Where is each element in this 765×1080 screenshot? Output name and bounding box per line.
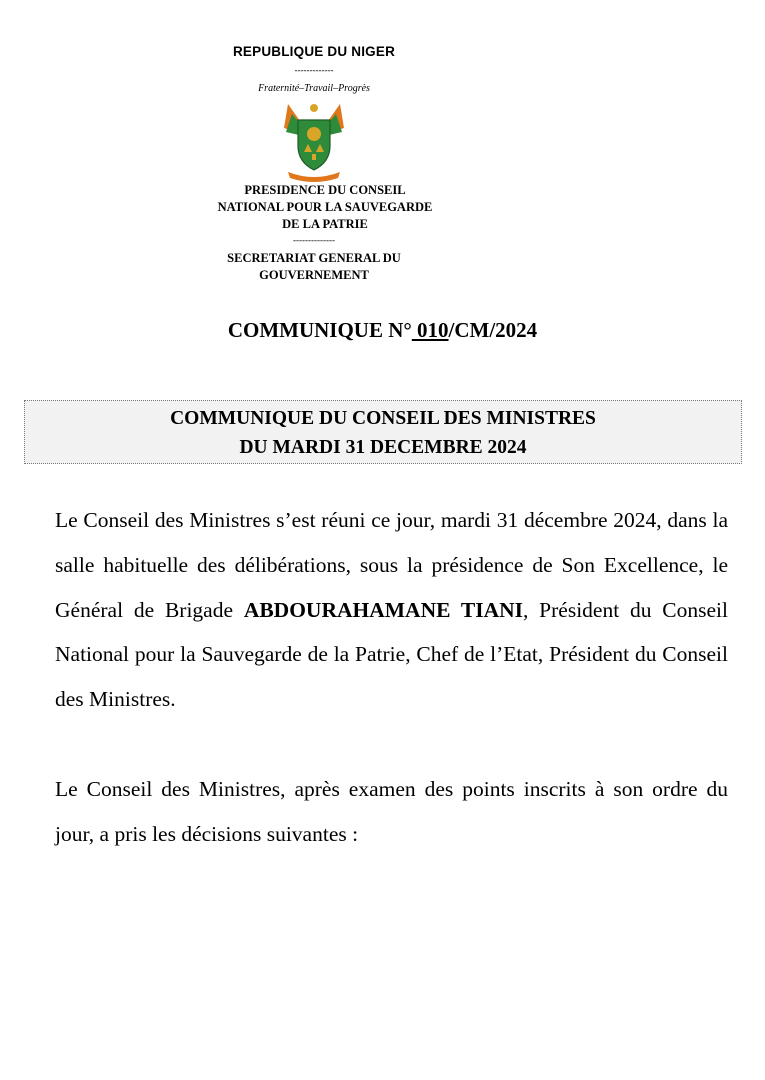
institution-line-3: DE LA PATRIE bbox=[282, 217, 368, 231]
document-title-box bbox=[24, 400, 742, 464]
document-body bbox=[55, 498, 728, 857]
separator: ------------- bbox=[294, 65, 334, 75]
country-name: REPUBLIQUE DU NIGER bbox=[232, 44, 396, 59]
niger-coat-of-arms-icon bbox=[278, 98, 350, 184]
paragraph-2: Le Conseil des Ministres, après examen des points inscrits à son ordre du jour, a pris les décisions suivantes : bbox=[55, 776, 728, 846]
communique-suffix: /CM/2024 bbox=[448, 318, 538, 342]
president-name: ABDOURAHAMANE TIANI bbox=[243, 597, 523, 622]
institution-line-1: PRESIDENCE DU CONSEIL bbox=[244, 183, 406, 197]
secretariat-line-1: SECRETARIAT GENERAL DU bbox=[227, 251, 401, 265]
institution-line-2: NATIONAL POUR LA SAUVEGARDE bbox=[217, 200, 433, 214]
paragraph-1-start: Le Conseil des Ministres s’est réuni ce jour, mardi 31 décembre 2024, dans la salle habituelle des délibérations, sous la présidence de Son Excellence, le Général de Brigade bbox=[55, 508, 728, 622]
title-line-1: COMMUNIQUE DU CONSEIL DES MINISTRES bbox=[170, 408, 596, 429]
secretariat-name bbox=[190, 250, 438, 284]
institution-name bbox=[190, 182, 460, 233]
separator: -------------- bbox=[293, 235, 335, 245]
paragraph-1 bbox=[55, 498, 728, 722]
communique-prefix: COMMUNIQUE N° bbox=[227, 318, 412, 342]
communique-number-value: 010 bbox=[411, 318, 449, 342]
paragraph-1-end: , Président du Conseil National pour la Sauvegarde de la Patrie, Chef de l’Etat, Président du Conseil des Ministres. bbox=[55, 597, 729, 712]
national-motto: Fraternité–Travail–Progrès bbox=[258, 83, 370, 94]
communique-number bbox=[0, 318, 765, 343]
secretariat-line-2: GOUVERNEMENT bbox=[259, 268, 369, 282]
title-line-2: DU MARDI 31 DECEMBRE 2024 bbox=[239, 437, 527, 458]
